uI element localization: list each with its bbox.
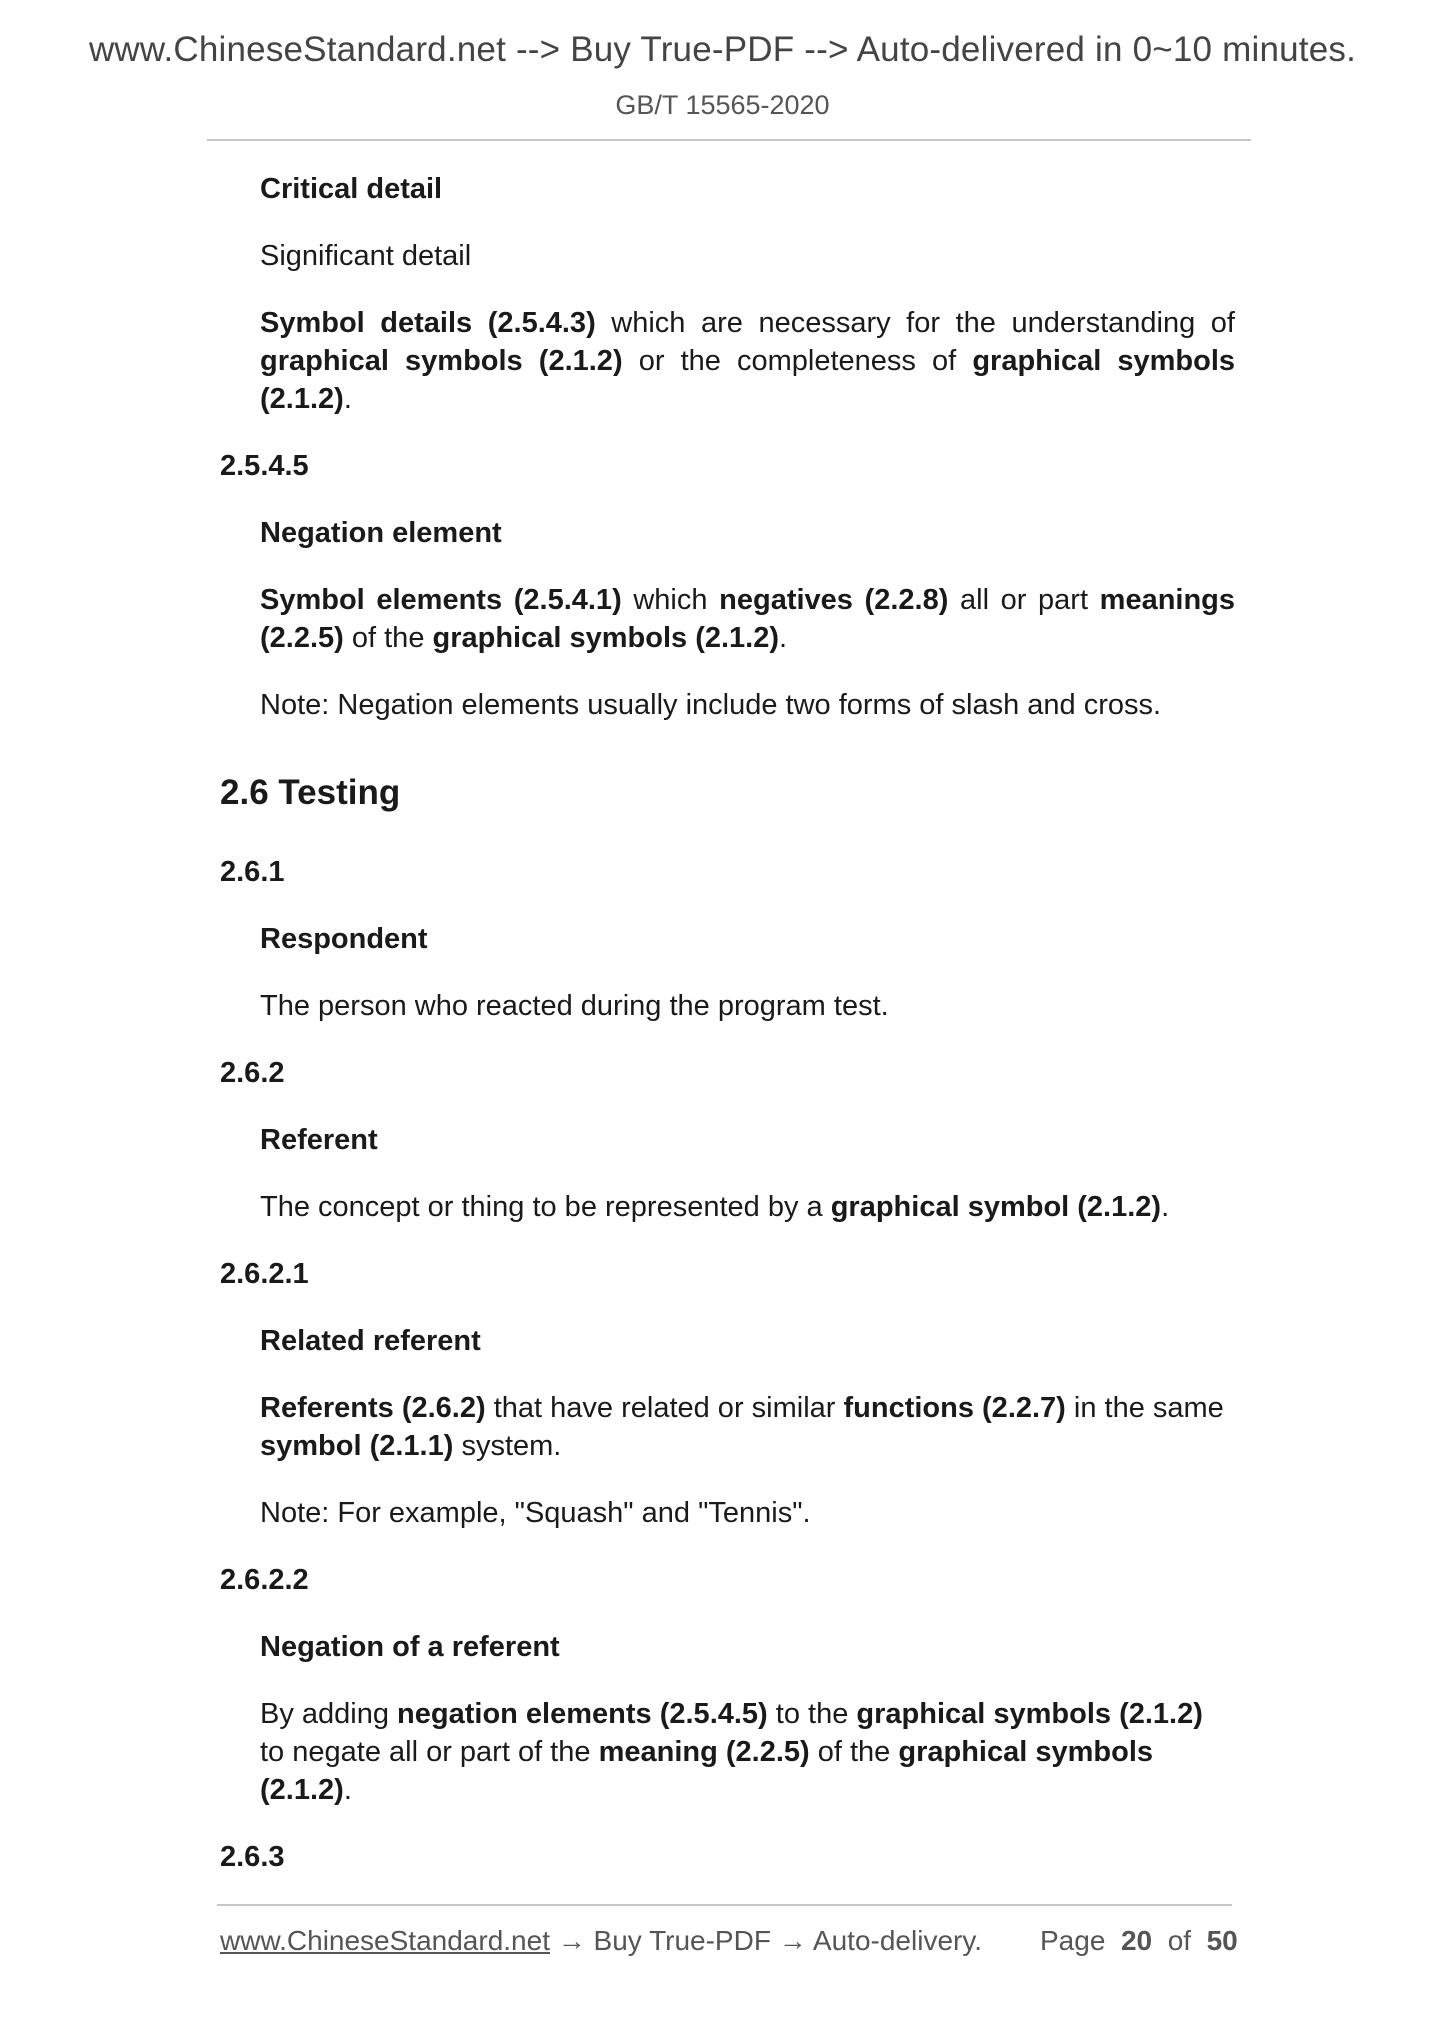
- bold-ref: meanings (2.2.5): [260, 584, 1236, 654]
- bold-ref: graphical symbols (2.1.2): [260, 1736, 1154, 1806]
- clause-number-2621: 2.6.2.1: [220, 1258, 309, 1290]
- header-divider: [207, 139, 1251, 141]
- text-run: of the: [809, 1736, 899, 1768]
- bold-ref: graphical symbol (2.1.2): [830, 1191, 1162, 1223]
- term-significant-detail: Significant detail: [260, 240, 472, 272]
- header-banner: www.ChineseStandard.net --> Buy True-PDF --> Auto-delivered in 0~10 minutes.: [88, 30, 1357, 69]
- term-negation-of-referent: Negation of a referent: [260, 1631, 560, 1663]
- bold-ref: graphical symbols (2.1.2): [260, 345, 623, 377]
- text-run: .: [343, 383, 352, 415]
- term-related-referent: Related referent: [260, 1325, 481, 1357]
- text-run: The concept or thing to be represented by a: [260, 1191, 831, 1223]
- bold-ref: Symbol details (2.5.4.3): [260, 307, 596, 339]
- bold-ref: functions (2.2.7): [843, 1392, 1066, 1424]
- text-run: all or part: [948, 584, 1100, 616]
- of-label: of: [1167, 1925, 1192, 1956]
- standard-code: GB/T 15565-2020: [615, 90, 830, 120]
- section-title-testing: 2.6 Testing: [220, 773, 401, 812]
- bold-ref: Symbol elements (2.5.4.1): [260, 584, 622, 616]
- bold-ref: graphical symbols (2.1.2): [856, 1698, 1203, 1730]
- page-indicator: [1040, 1925, 1238, 1957]
- clause-number-263: 2.6.3: [220, 1841, 285, 1873]
- text-run: system.: [453, 1430, 562, 1462]
- term-negation-element: Negation element: [260, 517, 502, 549]
- page-total: 50: [1206, 1925, 1238, 1956]
- definition-related-referent: [260, 1389, 1235, 1465]
- definition-symbol-details: [260, 304, 1235, 418]
- text-run: By adding: [260, 1698, 398, 1730]
- bold-ref: negation elements (2.5.4.5): [397, 1698, 768, 1730]
- footer-promo: [220, 1925, 982, 1957]
- term-respondent: Respondent: [260, 923, 428, 955]
- text-run: or the completeness of: [622, 345, 973, 377]
- note-related-referent: Note: For example, "Squash" and "Tennis".: [260, 1497, 811, 1529]
- text-run: which are necessary for the understanding of: [595, 307, 1235, 339]
- text-run: .: [779, 622, 788, 654]
- clause-number-2545: 2.5.4.5: [220, 450, 309, 482]
- clause-number-261: 2.6.1: [220, 856, 285, 888]
- text-run: which: [621, 584, 720, 616]
- bold-ref: negatives (2.2.8): [719, 584, 949, 616]
- clause-number-262: 2.6.2: [220, 1057, 285, 1089]
- definition-negation-element: [260, 581, 1235, 657]
- bold-ref: meaning (2.2.5): [598, 1736, 810, 1768]
- page-label: Page: [1040, 1925, 1106, 1956]
- definition-referent: [260, 1188, 1235, 1226]
- definition-respondent: The person who reacted during the program test.: [260, 990, 889, 1022]
- bold-ref: symbol (2.1.1): [260, 1430, 454, 1462]
- term-critical-detail: Critical detail: [260, 173, 443, 205]
- footer-promo-text: → Buy True-PDF → Auto-delivery.: [549, 1925, 983, 1956]
- footer-link[interactable]: www.ChineseStandard.net: [220, 1925, 550, 1956]
- definition-negation-of-referent: [260, 1695, 1235, 1809]
- clause-number-2622: 2.6.2.2: [220, 1564, 309, 1596]
- term-referent: Referent: [260, 1124, 378, 1156]
- text-run: .: [343, 1774, 352, 1806]
- bold-ref: graphical symbols (2.1.2): [260, 345, 1236, 415]
- bold-ref: Referents (2.6.2): [260, 1392, 486, 1424]
- note-negation-element: Note: Negation elements usually include two forms of slash and cross.: [260, 689, 1162, 721]
- text-run: .: [1161, 1191, 1170, 1223]
- bold-ref: graphical symbols (2.1.2): [432, 622, 780, 654]
- footer-divider: [217, 1904, 1232, 1906]
- text-run: that have related or similar: [485, 1392, 844, 1424]
- page-current: 20: [1120, 1925, 1153, 1956]
- text-run: in the same: [1065, 1392, 1224, 1424]
- text-run: to the: [767, 1698, 857, 1730]
- text-run: to negate all or part of the: [260, 1736, 599, 1768]
- text-run: of the: [343, 622, 433, 654]
- document-body: [220, 170, 1235, 1905]
